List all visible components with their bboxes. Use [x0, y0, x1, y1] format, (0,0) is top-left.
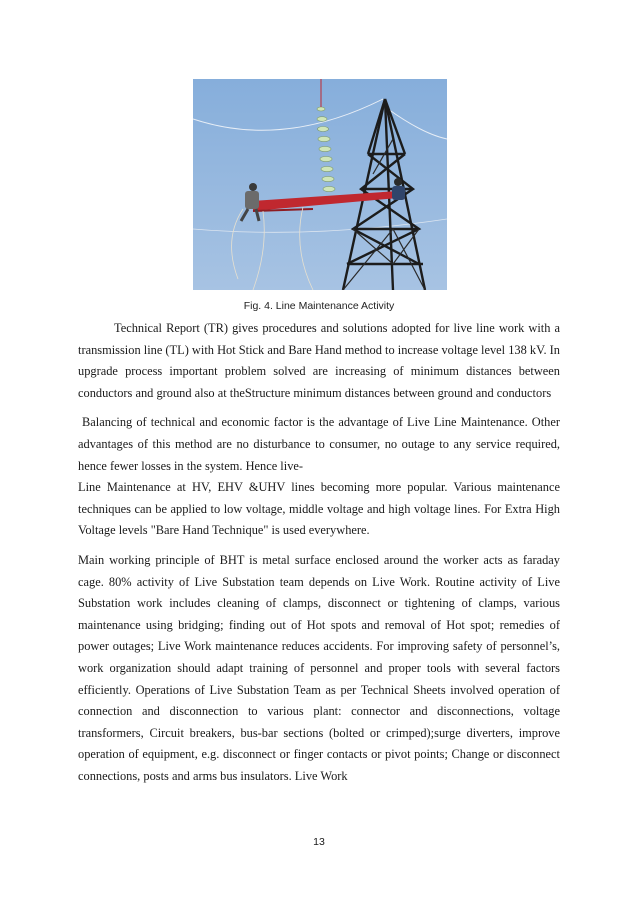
paragraph-technical-report: Technical Report (TR) gives procedures and solutions adopted for live line work with a transmission line (TL) with Hot Stick and Bare Hand method to increase voltage level 138 kV. In upgrade process important problem solved are increasing of minimum distances between conductors and ground also at theStructure minimum distances between ground and conductors	[78, 321, 560, 400]
line-maintenance-photo	[193, 79, 447, 290]
page-number: 13	[313, 836, 325, 848]
figure-photo	[193, 79, 447, 290]
paragraph-balancing: Balancing of technical and economic factor is the advantage of Live Line Maintenance. Other advantages of this method are no disturbance to consumer, no outage to any service required, hence fewer losses in the system. Hence live-	[78, 415, 560, 473]
figure-caption: Fig. 4. Line Maintenance Activity	[243, 300, 395, 312]
paragraph-bht-principle: Main working principle of BHT is metal surface enclosed around the worker acts as faraday cage. 80% activity of Live Substation team depends on Live Work. Routine activity of Live Substation work includes cleaning of clamps, disconnect or tightening of clamps, various maintenance using bridging; finding out of Hot spots and removal of Hot spot; remedies of power outages; Live Work maintenance reduces accidents. For improving safety of personnel’s, work organization should adapt training of personnel and proper tools with several factors efficiently. Operations of Live Substation Team as per Technical Sheets involved operation of connection and disconnection to various plant: connector and disconnections, voltage transformers, Circuit breakers, bus-bar sections (bolted or crimped);surge diverters, improve operation of equipment, e.g. disconnect or finger contacts or pivot points; Change or disconnect connections, posts and arms bus insulators. Live Work	[78, 552, 560, 783]
paragraph-line-maintenance: Line Maintenance at HV, EHV &UHV lines becoming more popular. Various maintenance techniques can be applied to low voltage, middle voltage and high voltage lines. For Extra High Voltage levels "Bare Hand Technique" is used everywhere.	[78, 480, 560, 538]
body-text	[78, 318, 560, 787]
